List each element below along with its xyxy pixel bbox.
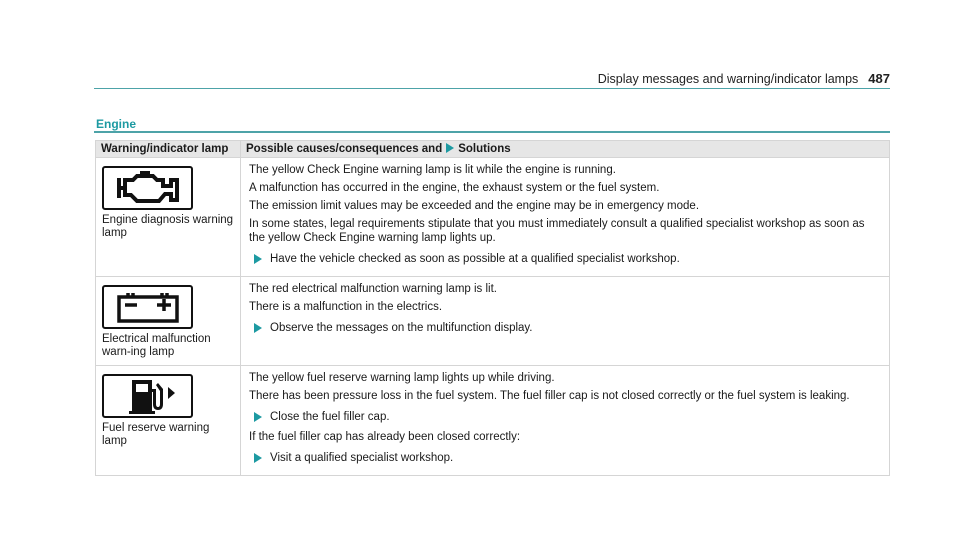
page-number: 487 bbox=[868, 71, 890, 86]
description-cell bbox=[241, 158, 890, 277]
battery-icon bbox=[102, 285, 193, 329]
lamp-cell bbox=[96, 366, 241, 476]
cause-text: In some states, legal requirements stipulate that you must immediately consult a qualified specialist workshop as soon as the yellow Check Engine warning lamp lights up. bbox=[249, 218, 865, 244]
cause-text: The yellow fuel reserve warning lamp lights up while driving. bbox=[249, 372, 555, 384]
solution-step bbox=[254, 252, 881, 266]
running-head bbox=[598, 71, 890, 86]
cause-text: There has been pressure loss in the fuel system. The fuel filler cap is not closed correctly or the fuel system is leaking. bbox=[249, 390, 850, 402]
warning-lamp-table bbox=[95, 140, 890, 476]
solution-text: Visit a qualified specialist workshop. bbox=[270, 452, 454, 464]
header-lamp: Warning/indicator lamp bbox=[96, 141, 241, 158]
condition-text: If the fuel filler cap has already been closed correctly: bbox=[249, 431, 521, 443]
description-cell bbox=[241, 277, 890, 366]
table-row bbox=[96, 158, 890, 277]
header-solutions: Solutions bbox=[458, 143, 511, 155]
cause-text: The red electrical malfunction warning lamp is lit. bbox=[249, 283, 497, 295]
cause-text: The emission limit values may be exceeded and the engine may be in emergency mode. bbox=[249, 200, 700, 212]
cause-text: A malfunction has occurred in the engine, the exhaust system or the fuel system. bbox=[249, 182, 660, 194]
engine-diagnosis-icon bbox=[102, 166, 193, 210]
header-rule bbox=[94, 88, 890, 89]
solution-step bbox=[254, 451, 881, 465]
section-rule bbox=[94, 131, 890, 133]
solution-text: Have the vehicle checked as soon as possible at a qualified specialist workshop. bbox=[270, 253, 680, 265]
table-row bbox=[96, 277, 890, 366]
solution-step bbox=[254, 410, 881, 424]
solution-arrow-icon bbox=[254, 412, 262, 422]
cause-text: The yellow Check Engine warning lamp is lit while the engine is running. bbox=[249, 164, 616, 176]
section-title: Engine bbox=[96, 117, 137, 131]
solution-arrow-icon bbox=[254, 254, 262, 264]
solution-arrow-icon bbox=[446, 143, 454, 153]
solution-text: Close the fuel filler cap. bbox=[270, 411, 390, 423]
lamp-name: Engine diagnosis warning lamp bbox=[102, 214, 234, 239]
running-head-title: Display messages and warning/indicator lamps bbox=[597, 72, 859, 86]
solution-arrow-icon bbox=[254, 323, 262, 333]
fuel-pump-icon bbox=[102, 374, 193, 418]
lamp-cell bbox=[96, 277, 241, 366]
lamp-name: Fuel reserve warning lamp bbox=[102, 422, 210, 447]
cause-text: There is a malfunction in the electrics. bbox=[249, 301, 443, 313]
description-cell bbox=[241, 366, 890, 476]
table-row bbox=[96, 366, 890, 476]
lamp-cell bbox=[96, 158, 241, 277]
solution-text: Observe the messages on the multifunction display. bbox=[270, 322, 533, 334]
table-header-row bbox=[96, 141, 890, 158]
header-causes-solutions bbox=[241, 141, 890, 158]
solution-arrow-icon bbox=[254, 453, 262, 463]
solution-step bbox=[254, 321, 881, 335]
lamp-name: Electrical malfunction warn-ing lamp bbox=[102, 333, 211, 358]
header-causes: Possible causes/consequences and bbox=[246, 143, 443, 155]
